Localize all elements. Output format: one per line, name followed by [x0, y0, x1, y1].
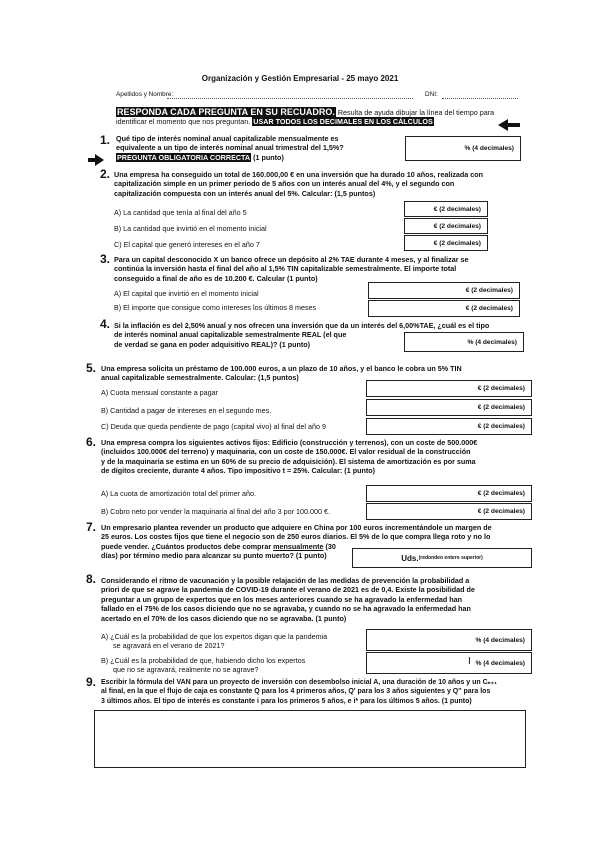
q9-answer-box[interactable]: [94, 710, 526, 768]
q2b-answer-unit: € (2 decimales): [433, 222, 481, 230]
q8-line-5: acertado en el 70% de los casos diciendo que no se agravaba. (1 punto): [101, 613, 347, 623]
q1-line-a: Qué tipo de interés nominal anual capitalizable mensualmente es: [116, 134, 339, 143]
page-title: Organización y Gestión Empresarial - 25 mayo 2021: [201, 74, 399, 83]
q5-item-b: B) Cantidad a pagar de intereses en el segundo mes.: [101, 406, 272, 415]
q9-line-1: Escribir la fórmula del VAN para un proyecto de inversión con desembolso inicial A, una duración de 10 años y un Cₙ₊₁: [101, 679, 498, 686]
instruction-highlight-2: USAR TODOS LOS DECIMALES EN LOS CÁLCULOS: [253, 117, 433, 127]
q1-mandatory-line: [116, 153, 386, 162]
q8-item-b-line-2: que no se agravará, realmente no se agrave?: [113, 665, 259, 675]
q3-line-2: continúa la inversión hasta el final del año al 1,5% TIN capitalizable semestralmente. El importe total: [114, 264, 457, 274]
q4-number: 4.: [100, 317, 111, 331]
text-cursor-icon: I: [468, 656, 471, 667]
instructions: [116, 108, 526, 127]
q9-line-2: al final, en la que el flujo de caja es constante Q para los 4 primeros años, Q' para los 3 años siguientes y Q'' para los: [101, 688, 491, 696]
q8-item-a-line-1: A) ¿Cuál es la probabilidad de que los expertos digan que la pandemia: [101, 632, 328, 641]
q2-line-2: capitalización simple en un primer periodo de 5 años con un interés anual del 4%, y el segundo con: [114, 179, 455, 189]
q7-answer-unit: Uds.: [401, 553, 419, 563]
q7-line-4: días) por término medio para alcanzar su punto muerto? (1 punto): [101, 551, 327, 561]
q3b-answer-unit: € (2 decimales): [465, 305, 513, 312]
q4-answer-unit: % (4 decimales): [467, 338, 517, 346]
q6-number: 6.: [86, 435, 97, 449]
q1-answer-unit: % (4 decimales): [464, 145, 514, 152]
dni-label: DNI:: [425, 91, 438, 98]
q8-number: 8.: [86, 572, 97, 586]
q8-line-3: preguntar a un grupo de expertos que en los meses anteriores cuando se ha agravado la enfermedad han: [101, 594, 463, 604]
q7-line-3-underlined: mensualmente: [273, 541, 324, 551]
arrow-right-icon: [86, 153, 106, 167]
q4-line-3: de verdad se gana en poder adquisitivo REAL)? (1 punto): [114, 339, 311, 349]
q6-line-4: de dígitos creciente, durante 4 años. Tipo impositivo t = 25%. Calcular: (1 punto): [101, 466, 376, 476]
q3-text: [114, 255, 526, 283]
q5-item-a: A) Cuota mensual constante a pagar: [101, 388, 219, 397]
q8-line-1: Considerando el ritmo de vacunación y la posible relajación de las medidas de prevención la probabilidad a: [101, 576, 470, 585]
name-label: Apellidos y Nombre:: [116, 91, 174, 98]
q6-item-b: B) Cobro neto por vender la maquinaria al final del año 3 por 100.000 €.: [101, 507, 330, 516]
q8-item-b-line-1: B) ¿Cuál es la probabilidad de que, habiendo dicho los expertos: [101, 656, 306, 665]
q3a-answer-unit: € (2 decimales): [465, 287, 513, 294]
q8-item-b: [101, 656, 305, 675]
q9-number: 9.: [86, 675, 97, 689]
q2c-answer-box[interactable]: [404, 235, 488, 251]
q5-line-1: Una empresa solicita un préstamo de 100.000 euros, a un plazo de 10 años, y el banco le cobra un 5% TIN: [101, 364, 462, 373]
q8-text: [101, 576, 535, 623]
q7-line-1: Un empresario plantea revender un producto que adquiere en China por 100 euros incrementándole un margen de: [101, 523, 492, 532]
q2c-answer-unit: € (2 decimales): [433, 239, 481, 247]
q4-line-1: Si la inflación es del 2,50% anual y nos ofrecen una inversión que da un interés del 6,00%TAE, ¿cuál es el tipo: [114, 321, 490, 330]
q5b-answer-box[interactable]: [366, 399, 532, 416]
q2-item-c: C) El capital que generó intereses en el año 7: [114, 240, 260, 249]
q2-line-1: Una empresa ha conseguido un total de 160.000,00 € en una inversión que ha durado 10 años, realizada con: [114, 170, 484, 179]
q8-line-2: priori de que se agrave la pandemia de COVID-19 durante el verano de 2021 es de 0,4. Existe la posibilidad de: [101, 585, 475, 595]
q1-line-b: equivalente a un tipo de interés nominal anual trimestral del 1,5%?: [116, 143, 344, 153]
q8b-answer-unit: % (4 decimales): [475, 659, 525, 667]
q1-text: [116, 134, 386, 162]
q9-text: [101, 678, 541, 706]
arrow-left-icon: [496, 118, 522, 132]
q2-number: 2.: [100, 167, 111, 181]
q5a-answer-unit: € (2 decimales): [477, 385, 525, 392]
q7-line-3a: puede vender. ¿Cuántos productos debe comprar: [101, 541, 274, 551]
q2-item-a: A) La cantidad que tenía al final del año 5: [114, 208, 247, 217]
q3-line-3: conseguido a final de año es de 10.200 €. Calcular (1 punto): [114, 273, 318, 283]
q5c-answer-box[interactable]: [366, 418, 532, 435]
q6-text: [101, 438, 533, 476]
instruction-text-1: Resulta de ayuda dibujar la línea del tiempo para: [335, 108, 495, 117]
q6-line-1: Una empresa compra los siguientes activos fijos: Edificio (construcción y terrenos), con un coste de 500.000€: [101, 438, 478, 447]
q8-item-a: [101, 632, 327, 651]
q5b-answer-unit: € (2 decimales): [477, 404, 525, 411]
q6a-answer-unit: € (2 decimales): [477, 490, 525, 497]
q6b-answer-unit: € (2 decimales): [477, 508, 525, 515]
q6a-answer-box[interactable]: [366, 485, 532, 502]
q3-item-b: B) El importe que consigue como intereses los últimos 8 meses: [114, 303, 317, 312]
q3-number: 3.: [100, 252, 111, 266]
q3a-answer-box[interactable]: [368, 282, 520, 299]
mandatory-badge: PREGUNTA OBLIGATORIA CORRECTA: [117, 152, 251, 162]
q4-line-2: de interés nominal anual capitalizable semestralmente REAL (el que: [114, 330, 347, 340]
q3-line-1: Para un capital desconocido X un banco ofrece un depósito al 2% TAE durante 4 meses, y al finalizar se: [114, 255, 469, 264]
q7-line-2: 25 euros. Los costes fijos que tiene el negocio son de 250 euros diarios. El 5% de lo que compra llega roto y no lo: [101, 532, 491, 542]
q1-answer-box[interactable]: [405, 136, 521, 161]
instruction-text-2: identificar el momento que nos preguntan.: [116, 117, 251, 127]
q5-number: 5.: [86, 361, 97, 375]
q3b-answer-box[interactable]: [368, 300, 520, 317]
q8-item-a-line-2: se agravará en el verano de 2021?: [113, 641, 225, 651]
q6-line-3: y de la maquinaria se estima en un 60% de su precio de adquisición). El sistema de amortización es por suma: [101, 456, 476, 466]
q8a-answer-box[interactable]: [366, 629, 532, 651]
q8-line-4: fallado en el 75% de los casos diciendo que no se agravaba, y cuando no se ha agravado la enfermedad han: [101, 604, 471, 614]
q5c-answer-unit: € (2 decimales): [477, 423, 525, 430]
q8a-answer-unit: % (4 decimales): [475, 636, 525, 644]
q6-item-a: A) La cuota de amortización total del primer año.: [101, 489, 257, 498]
q7-answer-box[interactable]: [352, 548, 532, 568]
q9-line-3: 3 últimos años. El tipo de interés es constante i para los primeros 5 años, e i* para los últimos 5 años. (1 punto): [101, 697, 472, 705]
q2b-answer-box[interactable]: [404, 218, 488, 234]
q2a-answer-unit: € (2 decimales): [433, 205, 481, 213]
q7-number: 7.: [86, 520, 97, 534]
q7-answer-note: (redondeo entero superior): [418, 555, 483, 561]
q1-points: (1 punto): [251, 152, 284, 162]
q2-item-b: B) La cantidad que invirtió en el momento inicial: [114, 224, 267, 233]
q2-text: [114, 170, 524, 198]
q2-line-3: capitalización compuesta con un interés anual del 5%. Calcular: (1,5 puntos): [114, 188, 376, 198]
q5-item-c: C) Deuda que queda pendiente de pago (capital vivo) al final del año 9: [101, 422, 326, 431]
q6-line-2: (incluidos 100.000€ del terreno) y maquinaria, con un coste de 150.000€. El valor residual de la construcción: [101, 447, 471, 457]
dni-field-line[interactable]: [442, 98, 518, 99]
instruction-highlight-1: RESPONDA CADA PREGUNTA EN SU RECUADRO.: [117, 107, 335, 117]
q6b-answer-box[interactable]: [366, 503, 532, 520]
q1-number: 1.: [100, 133, 111, 147]
q2a-answer-box[interactable]: [404, 201, 488, 217]
q3-item-a: A) El capital que invirtió en el momento inicial: [114, 289, 259, 298]
name-field-line[interactable]: [167, 98, 413, 99]
q5a-answer-box[interactable]: [366, 380, 532, 397]
q7-line-3b: (30: [323, 541, 336, 551]
q5-line-2: anual capitalizable semestralmente. Calcular: (1,5 puntos): [101, 373, 299, 383]
q8b-answer-box[interactable]: [366, 652, 532, 674]
q4-answer-box[interactable]: [404, 332, 524, 352]
